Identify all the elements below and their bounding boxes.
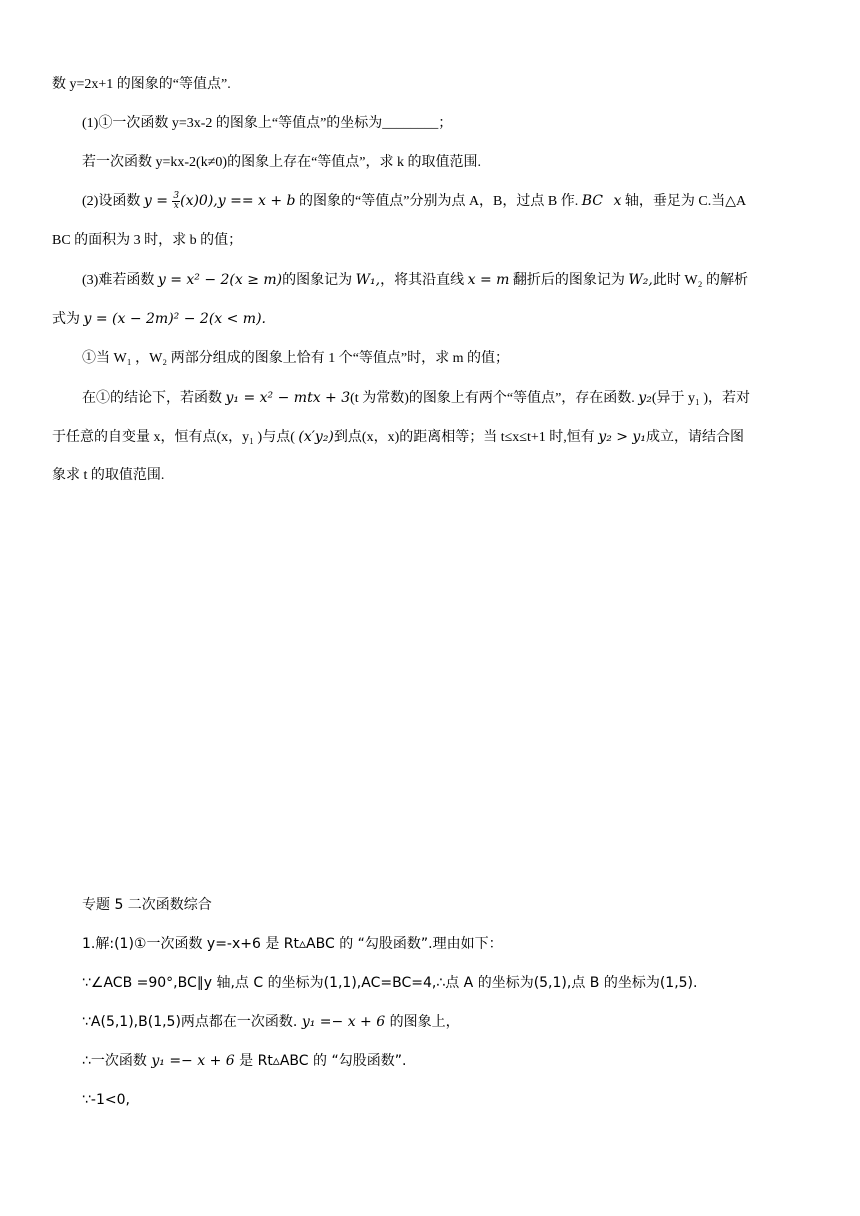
problem-part3-2-line2	[52, 428, 744, 447]
solution-line3-tail: 的图象上，	[385, 1014, 460, 1030]
part3-2-y2: y₂	[638, 390, 652, 406]
part3-2-line2-ineq: y₂ > y₁	[598, 429, 646, 445]
problem-part2-line2: BC 的面积为 3 时，求 b 的值；	[52, 233, 243, 248]
problem-part3-line2	[52, 310, 266, 329]
part3-line2-func: y = (x − 2m)² − 2(x < m).	[83, 311, 266, 327]
part3-w1: W₁,	[355, 272, 381, 288]
solution-title: 专题 5 二次函数综合	[82, 897, 212, 913]
part3-line2-prefix: 式为	[52, 312, 84, 327]
solution-line-4	[82, 1052, 406, 1070]
problem-part2	[82, 192, 746, 211]
part3-2-line2-pt: (x′y₂)	[298, 429, 334, 445]
problem-part3-2	[82, 389, 750, 408]
problem-line-1: 数 y=2x+1 的图象的“等值点”.	[52, 77, 231, 92]
part2-suffix: 的图象的“等值点”分别为点 A，B，过点 B 作.	[295, 194, 579, 209]
solution-line-1: 1.解:(1)①一次函数 y=-x+6 是 Rt▵ABC 的 “勾股函数”.理由如下：	[82, 936, 503, 952]
part2-func1-b: (x)0),	[180, 193, 218, 209]
solution-line-2: ∵∠ACB =90°,BC∥y 轴,点 C 的坐标为(1,1),AC=BC=4,∴点 A 的坐标为(5,1),点 B 的坐标为(1,5).	[82, 975, 698, 991]
part3-2-tail: (异于 y₁ )，若对	[651, 391, 751, 406]
part3-2-line2-mid: 到点(x，x)的距离相等；当 t≤x≤t+1 时,恒有	[333, 430, 599, 445]
part3-2-mid: (t 为常数)的图象上有两个“等值点”，存在函数.	[350, 391, 639, 406]
part3-w2: W₂,	[628, 272, 653, 288]
problem-part3-1: ①当 W₁ ，W₂ 两部分组成的图象上恰有 1 个“等值点”时，求 m 的值；	[82, 351, 510, 366]
part3-mid3: 翻折后的图象记为	[509, 273, 629, 288]
part2-tail: 轴，垂足为 C.当△A	[621, 194, 747, 209]
part2-func2: y == x + b	[217, 193, 296, 209]
problem-part1-1: (1)①一次函数 y=3x-2 的图象上“等值点”的坐标为________；	[82, 116, 453, 131]
problem-part1-2: 若一次函数 y=kx-2(k≠0)的图象上存在“等值点”，求 k 的取值范围.	[82, 155, 481, 170]
part2-fraction	[172, 192, 180, 211]
part2-bc: BC	[581, 193, 603, 209]
part3-2-line2-tail: 成立，请结合图	[645, 430, 744, 445]
part3-2-func: y₁ = x² − mtx + 3	[225, 390, 351, 406]
part2-func1-a: y =	[143, 193, 173, 209]
problem-part3	[82, 271, 748, 290]
part3-line: x = m	[467, 272, 510, 288]
part2-x-axis: x	[613, 193, 622, 209]
part3-mid2: ，将其沿直线	[380, 273, 468, 288]
problem-part3-2-line3: 象求 t 的取值范围.	[52, 468, 165, 483]
part3-func: y = x² − 2(x ≥ m)	[157, 272, 283, 288]
solution-line4-prefix: ∴一次函数	[82, 1053, 152, 1069]
solution-line3-func: y₁ =− x + 6	[301, 1014, 386, 1030]
part2-prefix: (2)设函数	[82, 194, 144, 209]
frac-denominator: x	[173, 201, 179, 212]
solution-line4-func: y₁ =− x + 6	[151, 1053, 235, 1069]
part3-prefix: (3)难若函数	[82, 273, 158, 288]
part3-2-line2-prefix: 于任意的自变量 x，恒有点(x，y₁ )与点(	[52, 430, 299, 445]
solution-line4-tail: 是 Rt▵ABC 的 “勾股函数”.	[234, 1053, 407, 1069]
part3-2-prefix: 在①的结论下，若函数	[82, 391, 226, 406]
solution-line-3	[82, 1013, 460, 1031]
solution-line-5: ∵-1<0,	[82, 1092, 130, 1108]
solution-line3-prefix: ∵A(5,1),B(1,5)两点都在一次函数.	[82, 1014, 302, 1030]
part3-tail: 此时 W₂ 的解析	[652, 273, 748, 288]
part3-mid: 的图象记为	[282, 273, 356, 288]
frac-numerator: 3	[173, 191, 180, 202]
